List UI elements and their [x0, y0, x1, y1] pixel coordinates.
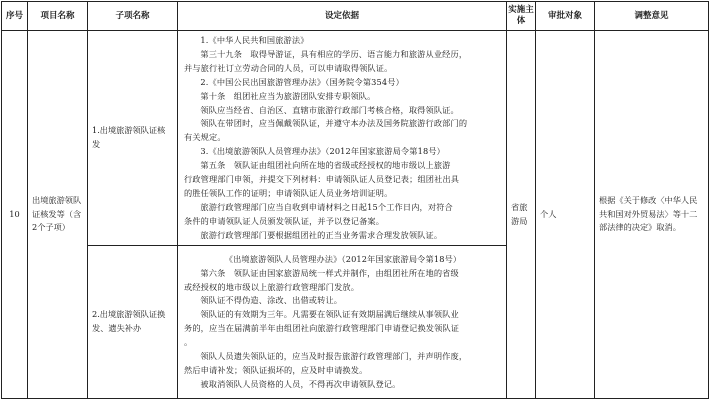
basis-line: 第三十九条 取得导游证，具有相应的学历、语言能力和旅游从业经历， — [200, 48, 468, 59]
basis-line: 第十条 组团社应当为旅游团队安排专职领队。 — [200, 90, 376, 101]
basis-line: 务的，应当在届满前半年由组团社向旅游行政管理部门申请登记换发领队证 — [184, 323, 460, 334]
basis-line: 条件的申请领队证人员颁发领队证，并予以登记备案。 — [184, 215, 385, 226]
sub-item-1-basis — [178, 31, 507, 246]
header-opinion: 调整意见 — [595, 2, 709, 31]
basis-line: 第五条 领队证由组团社向所在地的省级或经授权的地市级以上旅游 — [200, 160, 451, 171]
basis-line: 行政管理部门申领，并提交下列材料：申请领队证人员登记表；组团社出具 — [184, 174, 460, 185]
basis-line: 被取消领队人员资格的人员，不得再次申请领队登记。 — [200, 378, 401, 389]
basis-line: 旅游行政管理部门要根据组团社的正当业务需求合理发放领队证。 — [200, 229, 443, 240]
row-approval-target: 个人 — [536, 31, 595, 399]
header-item-name: 项目名称 — [28, 2, 88, 31]
basis-line: 领队应当经省、自治区、直辖市旅游行政部门考核合格，取得领队证。 — [200, 104, 459, 115]
row-implementer: 省旅游局 — [507, 31, 536, 399]
basis-line: 领队在带团时，应当佩戴领队证，并遵守本办法及国务院旅游行政部门的 — [200, 118, 468, 129]
row-index: 10 — [2, 31, 28, 399]
basis-line: 领队证不得伪造、涂改、出借或转让。 — [200, 295, 343, 306]
approval-items-table — [1, 1, 709, 399]
basis-line: 有关规定。 — [184, 132, 226, 143]
row-item-name: 出境旅游领队证核发等（含2个子项） — [28, 31, 88, 399]
header-index: 序号 — [2, 2, 28, 31]
table-row — [2, 31, 709, 246]
basis-line: 领队人员遗失领队证的，应当及时报告旅游行政管理部门，并声明作废， — [200, 351, 468, 362]
basis-line: 第六条 领队证由国家旅游局统一样式并制作，由组团社所在地的省级 — [200, 267, 459, 278]
header-approval-target: 审批对象 — [536, 2, 595, 31]
header-sub-name: 子项名称 — [88, 2, 178, 31]
sub-item-2-basis — [178, 245, 507, 398]
basis-line: 2.《中国公民出国旅游管理办法》（国务院令第354号） — [200, 76, 404, 87]
basis-line: 旅游行政管理部门应当自收到申请材料之日起15个工作日内，对符合 — [200, 201, 453, 212]
sub-item-2-name: 2.出境旅游领队证换发、遗失补办 — [88, 245, 178, 398]
basis-line: 的胜任领队工作的证明；申请领队证人员业务培训证明。 — [184, 187, 393, 198]
sub-item-1-name: 1.出境旅游领队证核发 — [88, 31, 178, 246]
header-basis: 设定依据 — [178, 2, 507, 31]
basis-line: 并与旅行社订立劳动合同的人员，可以申请取得领队证。 — [184, 62, 393, 73]
basis-line: 然后申请补发；领队证损坏的，应及时申请换发。 — [184, 365, 368, 375]
basis-line: 领队证的有效期为三年。凡需要在领队证有效期届满后继续从事领队业 — [200, 309, 459, 320]
basis-line: 1.《中华人民共和国旅游法》 — [200, 34, 309, 45]
basis-line: 或经授权的地市级以上旅游行政管理部门发放。 — [184, 281, 360, 292]
table-header-row — [2, 2, 709, 31]
header-implementer: 实施主体 — [507, 2, 536, 31]
basis-line: 。 — [184, 337, 193, 348]
basis-line: 《出境旅游领队人员管理办法》（2012年国家旅游局令第18号） — [224, 253, 462, 264]
basis-line: 3.《出境旅游领队人员管理办法》（2012年国家旅游局令第18号） — [200, 146, 445, 157]
row-opinion: 根据《关于修改〈中华人民共和国对外贸易法〉等十二部法律的决定》取消。 — [595, 31, 709, 399]
